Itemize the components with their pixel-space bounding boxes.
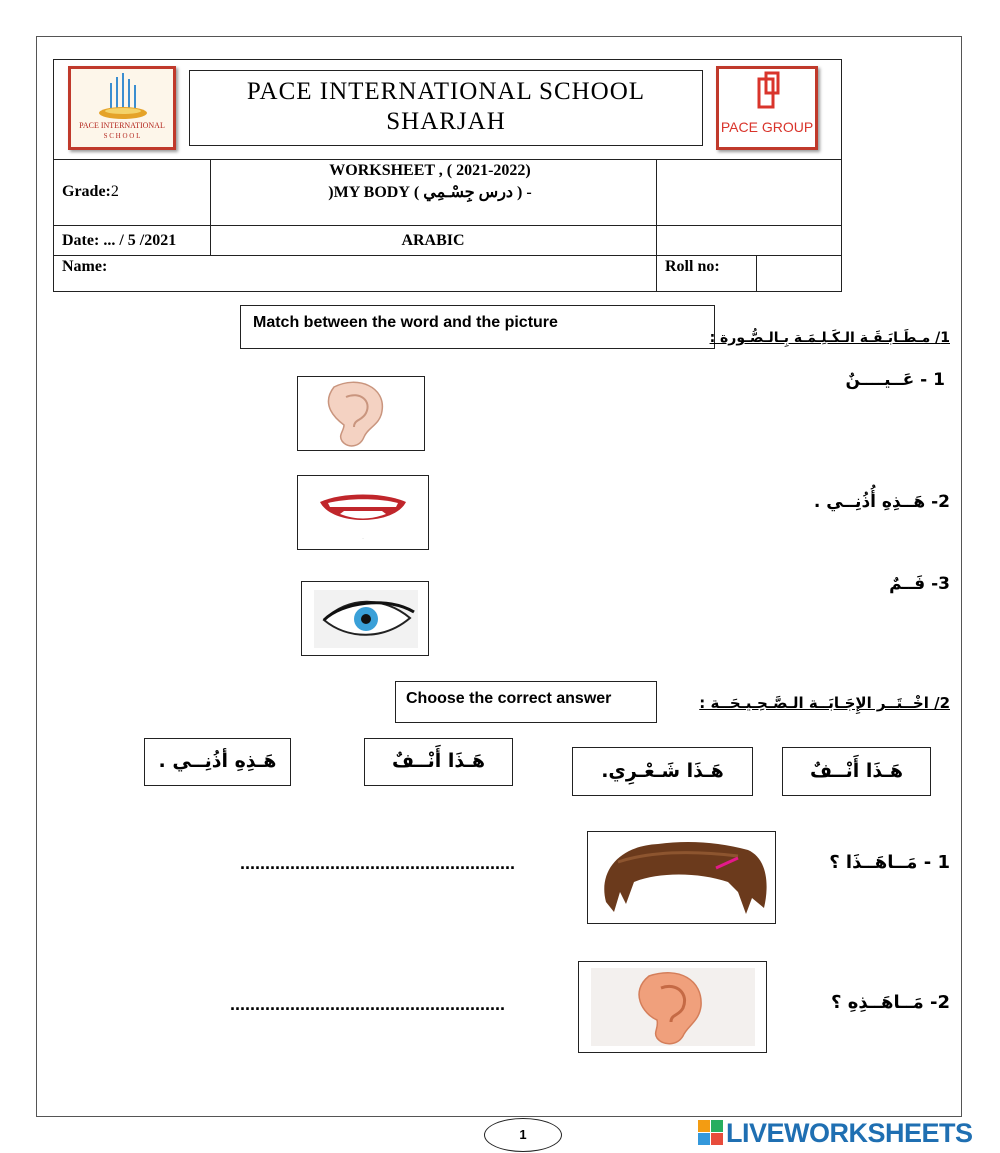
grade-label: Grade:: [62, 183, 111, 200]
question-1: 1 - مَــاهَــذَا ؟: [829, 852, 950, 873]
group-logo-text: PACE GROUP: [720, 119, 814, 135]
match-word-1[interactable]: 1 - عَــيــــنٌ: [845, 370, 945, 390]
school-logo: [68, 66, 176, 150]
ear-icon: [579, 962, 766, 1052]
choose-instruction: [395, 681, 657, 723]
worksheet-topic: [300, 182, 560, 202]
worksheet-title: WORKSHEET , ( 2021-2022): [329, 162, 531, 179]
name-input[interactable]: [120, 256, 650, 290]
header-divider: [53, 159, 842, 160]
school-city: SHARJAH: [386, 108, 506, 135]
match-word-3[interactable]: 3- فَــمٌ: [889, 574, 950, 594]
answer-option-3[interactable]: هَـذَا شَـعْـرِي.: [572, 747, 753, 796]
school-logo-subtext: S C H O O L: [103, 132, 141, 140]
section2-heading: 2/ اخْــتَــر الإِجَـابَــة الـصَّـحِـيـحَــة :: [699, 694, 950, 712]
brand-blocks-icon: [698, 1120, 724, 1148]
ear-icon: [298, 377, 424, 450]
answer-line-2[interactable]: .......................................................: [230, 994, 506, 1014]
mouth-icon: [298, 476, 428, 549]
choose-instruction-text: Choose the correct answer: [406, 690, 612, 707]
brand-name: LIVEWORKSHEETS: [726, 1118, 973, 1148]
grade-field: [62, 183, 119, 201]
name-label: Name:: [62, 258, 108, 275]
subject-label: ARABIC: [401, 232, 465, 249]
school-name-box: [189, 70, 703, 146]
answer-option-1[interactable]: هَـذِهِ أذُنِــي .: [144, 738, 291, 786]
section1-heading: 1/ مـطَـابَـقَـة الـكَـلِـمَـة بِـالـصُّـورة :: [709, 330, 950, 346]
school-name: PACE INTERNATIONAL SCHOOL: [246, 78, 646, 105]
ear-picture[interactable]: [297, 376, 425, 451]
grade-value: 2: [110, 183, 119, 200]
match-instruction: [240, 305, 715, 349]
answer-option-4[interactable]: هَـذَا أَنْــفٌ: [782, 747, 931, 796]
brand-logo: [698, 1118, 998, 1150]
answer-option-2[interactable]: هَـذَا أَنْــفٌ: [364, 738, 513, 786]
header-divider: [656, 159, 657, 292]
page-number-badge: [484, 1118, 562, 1152]
worksheet-topic-text: - ( درس جِسْـمِي ) MY BODY(: [328, 184, 532, 201]
group-logo-graphic: [719, 69, 815, 147]
hair-icon: [588, 832, 775, 923]
match-instruction-text: Match between the word and the picture: [253, 314, 558, 331]
roll-input[interactable]: [757, 256, 841, 290]
page-number: 1: [519, 1127, 527, 1142]
date-field: Date: ... / 5 /2021: [62, 232, 177, 249]
eye-icon: [302, 582, 428, 655]
eye-picture[interactable]: [301, 581, 429, 656]
mouth-picture[interactable]: [297, 475, 429, 550]
hair-picture: [587, 831, 776, 924]
group-logo: [716, 66, 818, 150]
match-word-2[interactable]: 2- هَــذِهِ أُذُنِــي .: [813, 492, 950, 512]
question-2: 2- مَــاهَــذِهِ ؟: [831, 992, 950, 1013]
header-divider: [53, 225, 842, 226]
answer-line-1[interactable]: .......................................................: [240, 853, 516, 873]
school-logo-text: PACE INTERNATIONAL: [79, 121, 165, 130]
ear-picture-2: [578, 961, 767, 1053]
roll-label: Roll no:: [665, 258, 720, 275]
svg-text:·: ·: [362, 536, 364, 541]
